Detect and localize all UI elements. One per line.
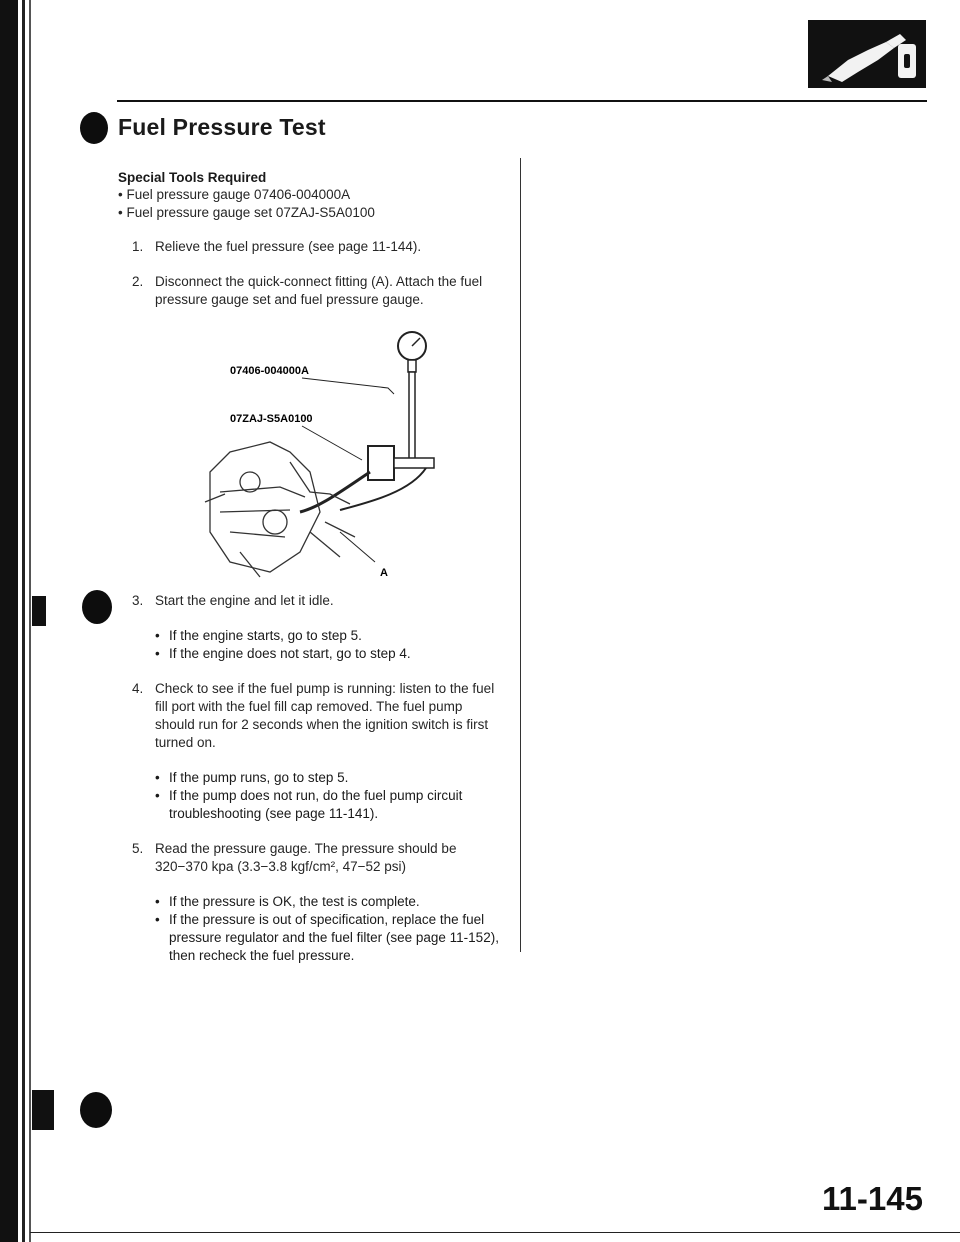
margin-dot [80, 1092, 112, 1128]
step-number: 3. [132, 593, 144, 608]
margin-dot [82, 590, 112, 624]
header-rule [117, 100, 927, 102]
page-title: Fuel Pressure Test [118, 114, 326, 140]
figure-label-gauge-set: 07ZAJ-S5A0100 [230, 413, 313, 425]
step-number: 1. [132, 239, 144, 254]
binding-edge-line [29, 0, 31, 1242]
substep-text: If the engine starts, go to step 5. [169, 628, 362, 643]
tool-item: • Fuel pressure gauge 07406-004000A [118, 187, 351, 202]
step-number: 4. [132, 681, 144, 696]
step-number: 2. [132, 274, 144, 289]
section-bullet-dot [80, 112, 108, 144]
step-text: Read the pressure gauge. The pressure should be 320−370 kpa (3.3−3.8 kgf/cm², 47−52 psi) [155, 841, 457, 874]
substep-text: If the engine does not start, go to step 4. [169, 646, 411, 661]
step-text: Relieve the fuel pressure (see page 11-144). [155, 239, 422, 254]
binding-clip [32, 1090, 54, 1130]
gauge-stem [409, 372, 415, 462]
column-divider [520, 158, 521, 952]
substep-text: If the pressure is out of specification, replace the fuel pressure regulator and the fuel filter (see page 11-152), then recheck the fuel pressure. [169, 912, 499, 963]
tool-item: • Fuel pressure gauge set 07ZAJ-S5A0100 [118, 205, 375, 220]
page-number: 11-145 [822, 1180, 923, 1217]
step-text: Check to see if the fuel pump is running: listen to the fuel fill port with the fuel fill cap removed. The fuel pump should run for 2 seconds when the ignition switch is first turned on. [155, 681, 495, 750]
substep-text: If the pump does not run, do the fuel pump circuit troubleshooting (see page 11-141). [169, 788, 463, 821]
figure-label-a: A [380, 567, 388, 579]
tools-heading: Special Tools Required [118, 170, 267, 185]
binding-edge-line [22, 0, 25, 1242]
step-number: 5. [132, 841, 144, 856]
figure-label-gauge: 07406-004000A [230, 365, 309, 377]
fuel-gauge-figure [190, 322, 450, 582]
gauge-set-body [368, 446, 394, 480]
step-text: Disconnect the quick-connect fitting (A). Attach the fuel pressure gauge set and fuel pressure gauge. [155, 274, 483, 307]
binding-clip [32, 596, 46, 626]
substep-text: If the pressure is OK, the test is complete. [169, 894, 420, 909]
binding-edge [0, 0, 18, 1242]
engine-sketch [205, 442, 355, 577]
footer-rule [30, 1232, 960, 1233]
substep-text: If the pump runs, go to step 5. [169, 770, 349, 785]
fuel-nozzle-icon [808, 20, 926, 88]
step-text: Start the engine and let it idle. [155, 593, 334, 608]
section-tab [808, 20, 926, 88]
